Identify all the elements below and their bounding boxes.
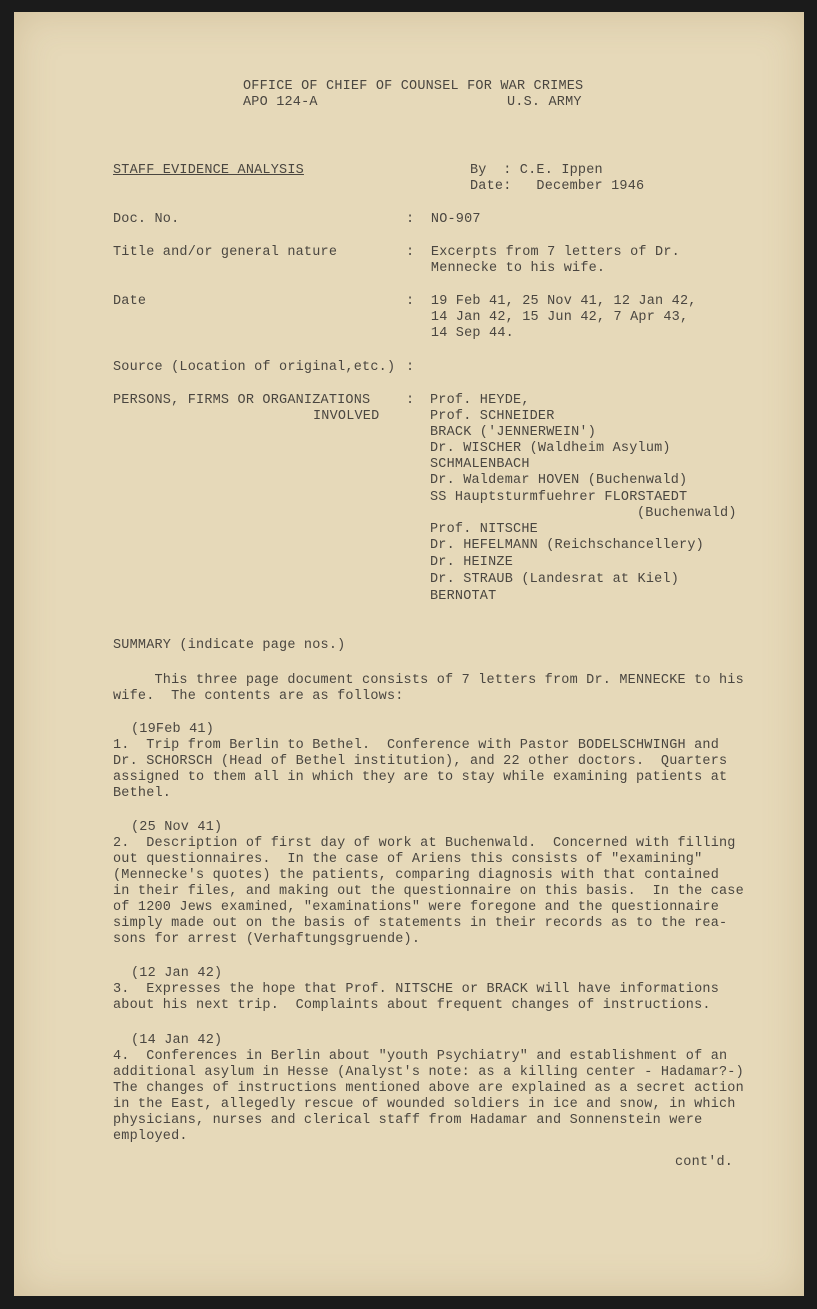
entry-line: 1. Trip from Berlin to Bethel. Conference with Pastor BODELSCHWINGH and [113, 738, 719, 753]
analysis-title: STAFF EVIDENCE ANALYSIS [113, 163, 304, 178]
entry-line: 2. Description of first day of work at Buchenwald. Concerned with filling [113, 836, 736, 851]
date-label: Date [113, 294, 147, 309]
header-army: U.S. ARMY [507, 95, 582, 110]
title-value-1: : Excerpts from 7 letters of Dr. [406, 245, 680, 260]
person-item: Prof. SCHNEIDER [430, 409, 555, 424]
entry-line: assigned to them all in which they are to stay while examining patients at [113, 770, 728, 785]
entry-line: out questionnaires. In the case of Ariens this consists of "examining" [113, 852, 703, 867]
entry-line: 3. Expresses the hope that Prof. NITSCHE or BRACK will have informations [113, 982, 719, 997]
doc-no-label: Doc. No. [113, 212, 180, 227]
person-item: SCHMALENBACH [430, 457, 530, 472]
entry-line: 4. Conferences in Berlin about "youth Psychiatry" and establishment of an [113, 1049, 728, 1064]
entry-line: in the East, allegedly rescue of wounded soldiers in ice and snow, in which [113, 1097, 736, 1112]
intro-line: This three page document consists of 7 letters from Dr. MENNECKE to his [113, 673, 744, 688]
persons-colon: : [406, 393, 415, 408]
title-label: Title and/or general nature [113, 245, 338, 260]
doc-no-value: : NO-907 [406, 212, 481, 227]
person-item: (Buchenwald) [637, 506, 737, 521]
entry-line: Bethel. [113, 786, 172, 801]
entry-date: (25 Nov 41) [131, 820, 223, 835]
summary-label: SUMMARY (indicate page nos.) [113, 638, 346, 653]
entry-line: simply made out on the basis of statements in their records as to the rea- [113, 916, 728, 931]
person-item: Dr. HEINZE [430, 555, 514, 570]
entry-line: Dr. SCHORSCH (Head of Bethel institution), and 22 other doctors. Quarters [113, 754, 728, 769]
entry-line: employed. [113, 1129, 188, 1144]
person-item: Dr. HEFELMANN (Reichschancellery) [430, 538, 704, 553]
date-value-2: 14 Jan 42, 15 Jun 42, 7 Apr 43, [406, 310, 689, 325]
entry-line: in their files, and making out the questionnaire on this basis. In the case [113, 884, 744, 899]
date-value-3: 14 Sep 44. [406, 326, 514, 341]
person-item: Dr. STRAUB (Landesrat at Kiel) [430, 572, 680, 587]
entry-line: about his next trip. Complaints about frequent changes of instructions. [113, 998, 711, 1013]
entry-date: (19Feb 41) [131, 722, 215, 737]
person-item: BERNOTAT [430, 589, 497, 604]
continued-note: cont'd. [675, 1155, 734, 1170]
entry-line: of 1200 Jews examined, "examinations" were foregone and the questionnaire [113, 900, 719, 915]
person-item: SS Hauptsturmfuehrer FLORSTAEDT [430, 490, 688, 505]
entry-line: additional asylum in Hesse (Analyst's note: as a killing center - Hadamar?-) [113, 1065, 744, 1080]
entry-line: physicians, nurses and clerical staff from Hadamar and Sonnenstein were [113, 1113, 703, 1128]
persons-label: PERSONS, FIRMS OR ORGANIZATIONS [113, 393, 371, 408]
header-office: OFFICE OF CHIEF OF COUNSEL FOR WAR CRIMES [243, 79, 584, 94]
source-label: Source (Location of original,etc.) [113, 360, 396, 375]
analyst-by: By : C.E. Ippen [470, 163, 603, 178]
title-value-2: Mennecke to his wife. [406, 261, 606, 276]
header-apo: APO 124-A [243, 95, 318, 110]
person-item: Dr. WISCHER (Waldheim Asylum) [430, 441, 671, 456]
person-item: BRACK ('JENNERWEIN') [430, 425, 597, 440]
analysis-date: Date: December 1946 [470, 179, 645, 194]
source-value: : [406, 360, 415, 375]
entry-line: sons for arrest (Verhaftungsgruende). [113, 932, 421, 947]
entry-date: (12 Jan 42) [131, 966, 223, 981]
persons-label-involved: INVOLVED [313, 409, 380, 424]
entry-date: (14 Jan 42) [131, 1033, 223, 1048]
entry-line: (Mennecke's quotes) the patients, comparing diagnosis with that contained [113, 868, 719, 883]
date-value-1: : 19 Feb 41, 25 Nov 41, 12 Jan 42, [406, 294, 697, 309]
person-item: Prof. NITSCHE [430, 522, 538, 537]
intro-line: wife. The contents are as follows: [113, 689, 404, 704]
entry-line: The changes of instructions mentioned above are explained as a secret action [113, 1081, 744, 1096]
person-item: Prof. HEYDE, [430, 393, 530, 408]
person-item: Dr. Waldemar HOVEN (Buchenwald) [430, 473, 688, 488]
